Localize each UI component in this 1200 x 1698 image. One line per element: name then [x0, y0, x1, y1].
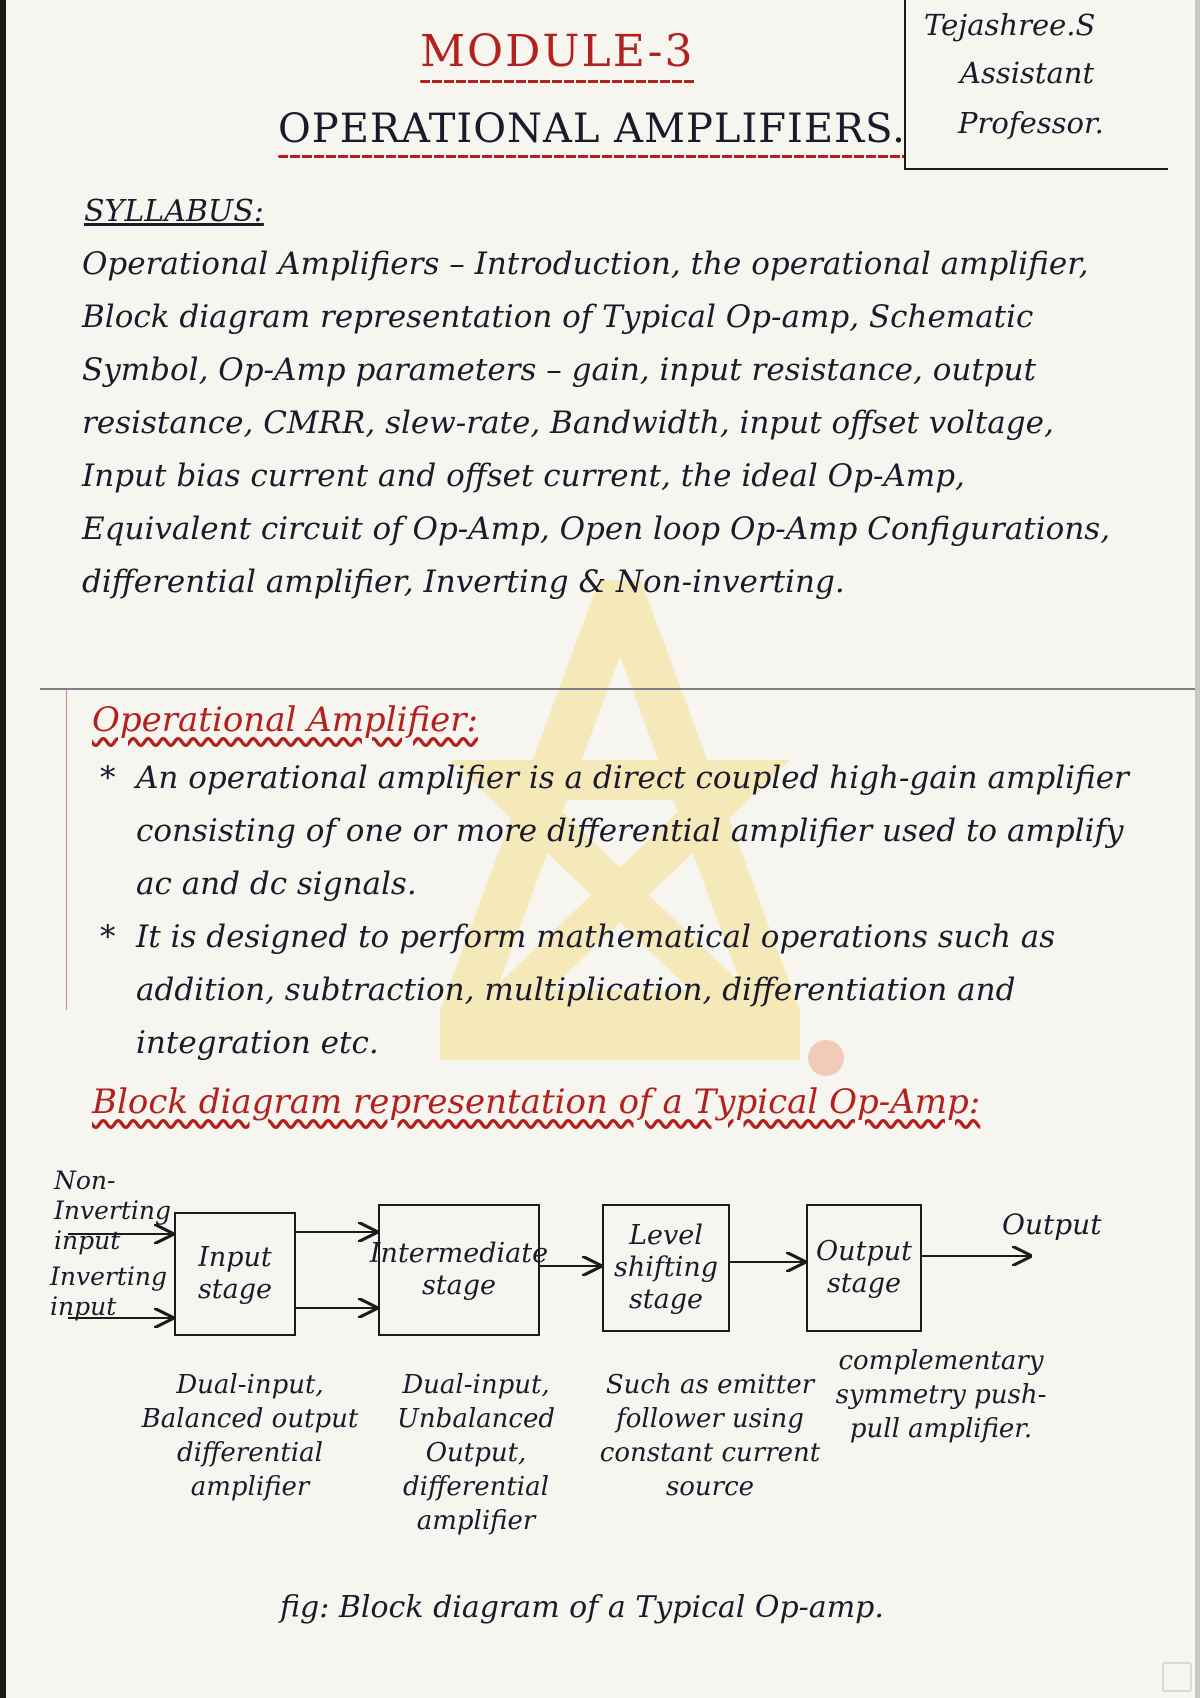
output-stage-box: Output stage: [806, 1204, 922, 1332]
opamp-heading: Operational Amplifier:: [92, 700, 478, 740]
block-diagram-heading: Block diagram representation of a Typical Op-Amp:: [92, 1082, 981, 1122]
input-stage-description: Dual-input, Balanced output differential amplifier: [141, 1370, 359, 1502]
output-label: Output: [1002, 1208, 1102, 1241]
author-name: Tejashree.S: [924, 8, 1096, 42]
figure-caption: fig: Block diagram of a Typical Op-amp.: [280, 1590, 884, 1625]
level-shifting-stage-box: Level shifting stage: [602, 1204, 730, 1332]
bullet-text: An operational amplifier is a direct coupled high-gain amplifier consisting of one or more differential amplifier used to amplify ac and dc signals.: [136, 760, 1129, 902]
output-stage-description: complementary symmetry push-pull amplifier.: [835, 1346, 1047, 1444]
page-title: OPERATIONAL AMPLIFIERS.: [278, 106, 906, 152]
intermediate-stage-description: Dual-input, Unbalanced Output, differential amplifier: [397, 1370, 555, 1536]
bullet-text: It is designed to perform mathematical operations such as addition, subtraction, multiplication, differentiation and integration etc.: [136, 919, 1056, 1061]
intermediate-stage-box: Intermediate stage: [378, 1204, 540, 1336]
bullet-mark: *: [100, 760, 116, 796]
input-stage-box: Input stage: [174, 1212, 296, 1336]
level-shifting-description: Such as emitter follower using constant current source: [599, 1370, 821, 1502]
corner-stamp-icon: [1162, 1662, 1192, 1692]
syllabus-text: Operational Amplifiers – Introduction, the operational amplifier, Block diagram representation of Typical Op-amp, Schematic Symbol, Op-Amp parameters – gain, input resistance, output resistance, CMRR, slew-rate, Bandwidth, input offset voltage, Input bias current and offset current, the ideal Op-Amp, Equivalent circuit of Op-Amp, Open loop Op-Amp Configurations, differential amplifier, Inverting & Non-inverting.: [82, 246, 1111, 600]
label-noninverting-input: Non-Inverting input: [54, 1166, 171, 1255]
author-designation: Assistant: [960, 56, 1095, 90]
author-designation-2: Professor.: [958, 106, 1104, 140]
label-inverting-input: Inverting input: [50, 1262, 167, 1321]
bullet-mark: *: [100, 919, 116, 955]
syllabus-heading: SYLLABUS:: [84, 194, 264, 229]
module-title: MODULE-3: [420, 26, 695, 77]
